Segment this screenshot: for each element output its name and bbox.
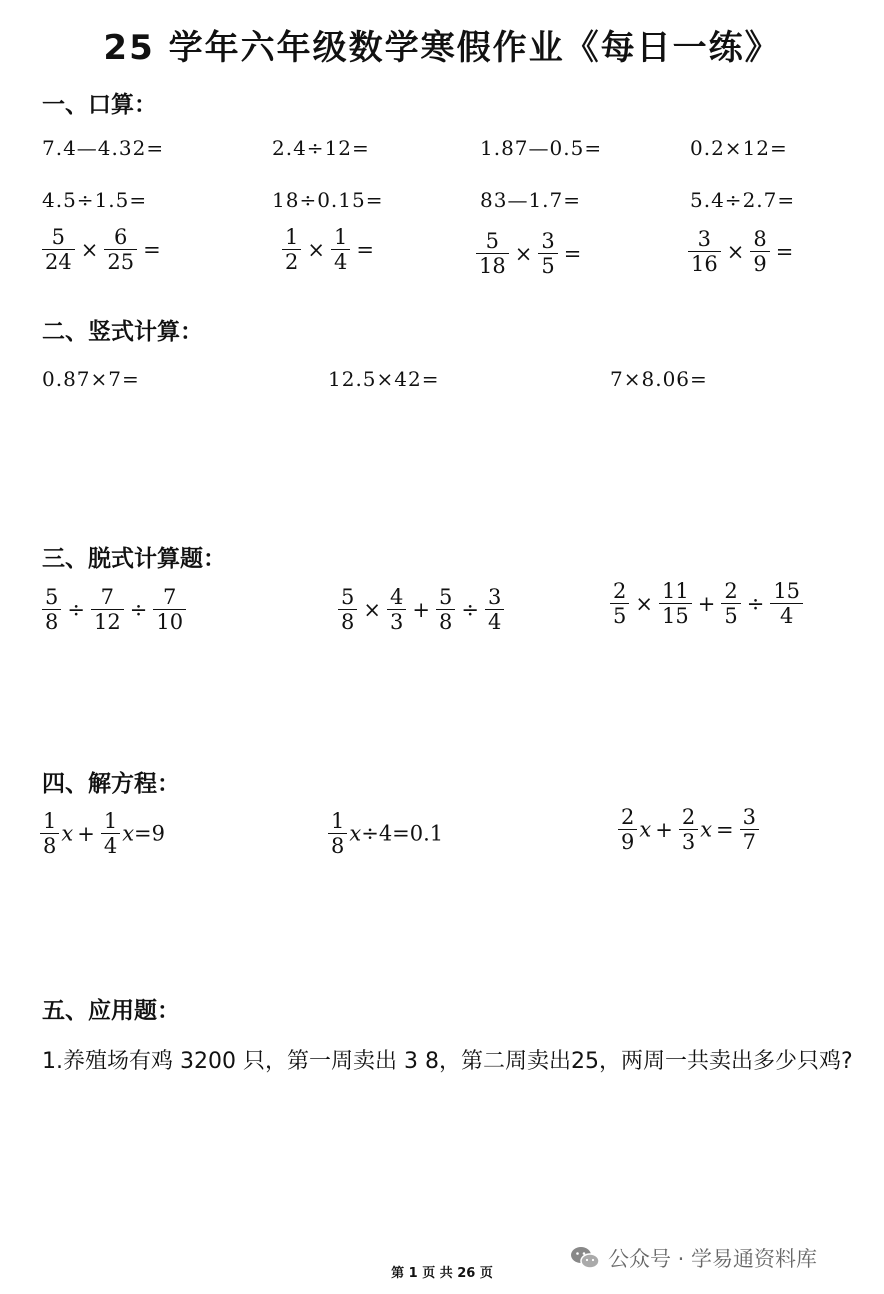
watermark-text: 公众号 · 学易通资料库 xyxy=(608,1247,818,1271)
oral-item: 5.4÷2.7= xyxy=(690,188,796,212)
oral-item: 18÷0.15= xyxy=(272,188,384,212)
stepwise-item: $\frac{2}{5}$ × $\frac{11}{15}$ + $\frac{2}{5}$ ÷ $\frac{15}{4}$ xyxy=(608,580,805,627)
oral-item: 1.87—0.5= xyxy=(480,136,603,160)
stepwise-item: $\frac{5}{8}$ ÷ $\frac{7}{12}$ ÷ $\frac{7}{10}$ xyxy=(40,586,188,633)
section-heading-vertical: 二、竖式计算： xyxy=(42,319,203,345)
oral-fraction-item: $\frac{3}{16}$ × $\frac{8}{9}$ = xyxy=(686,228,797,275)
stepwise-item: $\frac{5}{8}$ × $\frac{4}{3}$ + $\frac{5}{8}$ ÷ $\frac{3}{4}$ xyxy=(336,586,506,633)
oral-item: 4.5÷1.5= xyxy=(42,188,148,212)
vertical-item: 12.5×42= xyxy=(328,367,440,391)
equation-item: $\frac{2}{9}$ x + $\frac{2}{3}$ x = $\frac{3}{7}$ xyxy=(616,806,761,853)
oral-item: 0.2×12= xyxy=(690,136,788,160)
vertical-item: 0.87×7= xyxy=(42,367,140,391)
oral-fraction-item: $\frac{5}{24}$ × $\frac{6}{25}$ = xyxy=(40,226,165,273)
oral-fraction-item: $\frac{1}{2}$ × $\frac{1}{4}$ = xyxy=(280,226,378,273)
section-heading-oral: 一、口算： xyxy=(42,92,157,118)
oral-item: 7.4—4.32= xyxy=(42,136,165,160)
vertical-item: 7×8.06= xyxy=(610,367,708,391)
page-title: 25 学年六年级数学寒假作业《每日一练》 xyxy=(103,28,781,68)
equation-item: $\frac{1}{8}$ x + $\frac{1}{4}$ x=9 xyxy=(38,810,165,857)
watermark xyxy=(570,1243,817,1273)
equation-item: $\frac{1}{8}$ x÷4=0.1 xyxy=(326,810,443,857)
section-heading-equations: 四、解方程： xyxy=(42,771,180,797)
section-heading-application: 五、应用题： xyxy=(42,998,180,1024)
section-heading-stepwise: 三、脱式计算题： xyxy=(42,546,226,572)
oral-item: 83—1.7= xyxy=(480,188,582,212)
application-question: 1.养殖场有鸡 3200 只，第一周卖出 3 8，第二周卖出25，两周一共卖出多少只鸡? xyxy=(42,1049,853,1074)
wechat-icon xyxy=(570,1245,600,1271)
page-footer: 第 1 页 共 26 页 xyxy=(391,1266,493,1281)
oral-item: 2.4÷12= xyxy=(272,136,370,160)
oral-fraction-item: $\frac{5}{18}$ × $\frac{3}{5}$ = xyxy=(474,230,585,277)
